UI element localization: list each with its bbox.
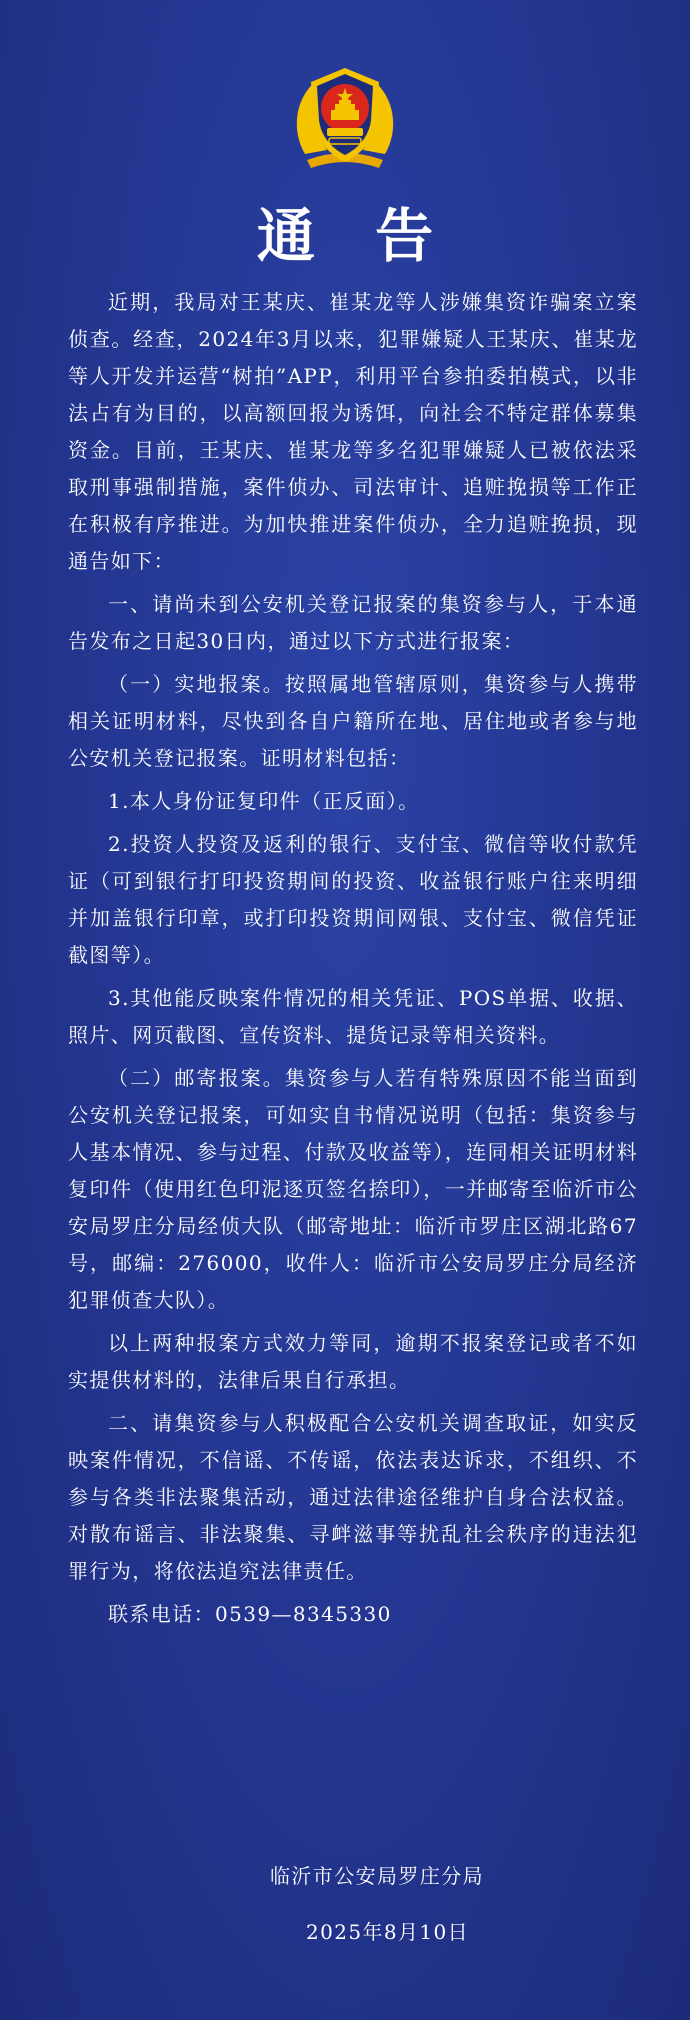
paragraph-mail-report: （二）邮寄报案。集资参与人若有特殊原因不能当面到公安机关登记报案，可如实自书情况说明（包括：集资参与人基本情况、参与过程、付款及收益等），连同相关证明材料复印件（使用红色印泥逐页签名捺印），一并邮寄至临沂市公安局罗庄分局经侦大队（邮寄地址：临沂市罗庄区湖北路67号，邮编：276000，收件人：临沂市公安局罗庄分局经济犯罪侦查大队）。	[68, 1066, 638, 1312]
paragraph-item-one: 一、请尚未到公安机关登记报案的集资参与人，于本通告发布之日起30日内，通过以下方式进行报案：	[68, 592, 638, 653]
paragraph-material-2: 2.投资人投资及返利的银行、支付宝、微信等收付款凭证（可到银行打印投资期间的投资、收益银行账户往来明细并加盖银行印章，或打印投资期间网银、支付宝、微信凭证截图等）。	[68, 832, 638, 967]
notice-title: 通 告	[256, 202, 454, 270]
paragraph-equal-effect: 以上两种报案方式效力等同，逾期不报案登记或者不如实提供材料的，法律后果自行承担。	[68, 1331, 638, 1392]
notice-body	[68, 284, 638, 1639]
paragraph-item-two: 二、请集资参与人积极配合公安机关调查取证，如实反映案件情况，不信谣、不传谣，依法表达诉求，不组织、不参与各类非法聚集活动，通过法律途径维护自身合法权益。对散布谣言、非法聚集、寻衅滋事等扰乱社会秩序的违法犯罪行为，将依法追究法律责任。	[68, 1411, 638, 1583]
contact-phone: 联系电话：0539—8345330	[108, 1602, 392, 1626]
issue-date: 2025年8月10日	[306, 1920, 470, 1944]
police-emblem-icon	[287, 58, 403, 174]
paragraph-intro: 近期，我局对王某庆、崔某龙等人涉嫌集资诈骗案立案侦查。经查，2024年3月以来，犯罪嫌疑人王某庆、崔某龙等人开发并运营“树拍”APP，利用平台参拍委拍模式，以非法占有为目的，以高额回报为诱饵，向社会不特定群体募集资金。目前，王某庆、崔某龙等多名犯罪嫌疑人已被依法采取刑事强制措施，案件侦办、司法审计、追赃挽损等工作正在积极有序推进。为加快推进案件侦办，全力追赃挽损，现通告如下：	[68, 290, 638, 573]
paragraph-material-1: 1.本人身份证复印件（正反面）。	[108, 789, 420, 813]
paragraph-material-3: 3.其他能反映案件情况的相关凭证、POS单据、收据、照片、网页截图、宣传资料、提货记录等相关资料。	[68, 986, 638, 1047]
issuing-organization: 临沂市公安局罗庄分局	[270, 1864, 484, 1888]
paragraph-onsite-report: （一）实地报案。按照属地管辖原则，集资参与人携带相关证明材料，尽快到各自户籍所在地、居住地或者参与地公安机关登记报案。证明材料包括：	[68, 672, 638, 770]
